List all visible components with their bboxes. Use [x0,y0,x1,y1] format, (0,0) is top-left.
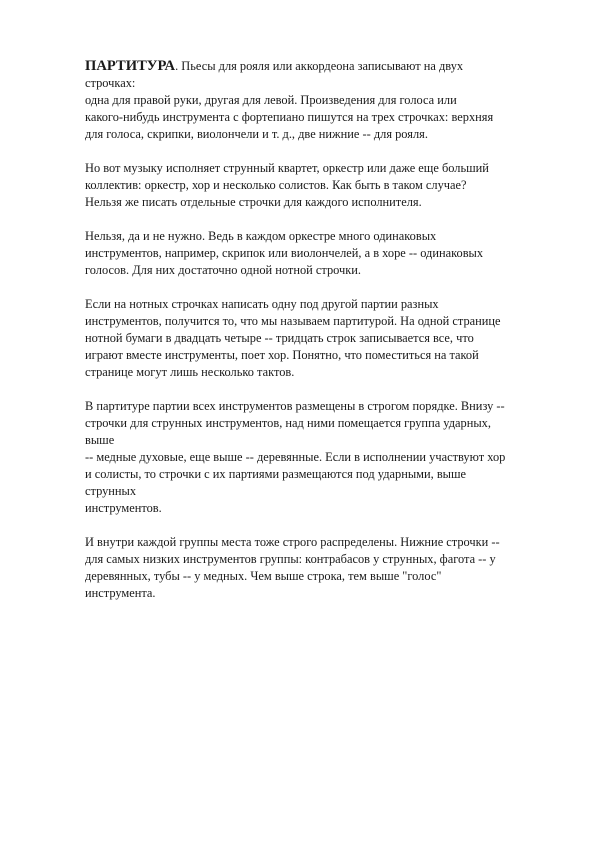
paragraph-line: В партитуре партии всех инструментов размещены в строгом порядке. Внизу -- [85,399,505,413]
paragraph-line: Нельзя же писать отдельные строчки для каждого исполнителя. [85,195,422,209]
paragraph-line: строчках: [85,76,136,90]
paragraph-line: и солисты, то строчки с их партиями размещаются под ударными, выше [85,467,467,481]
line-text: . Пьесы для рояля или аккордеона записывают на двух [175,59,464,73]
paragraph-line: играют вместе инструменты, поет хор. Понятно, что поместиться на такой [85,348,479,362]
paragraph-2 [85,160,545,211]
paragraph-line: одна для правой руки, другая для левой. Произведения для голоса или [85,93,457,107]
paragraph-line: струнных [85,484,137,498]
paragraph-line: инструментов, получится то, что мы называем партитурой. На одной странице [85,314,501,328]
paragraph-line: инструментов, например, скрипок или виолончелей, а в хоре -- одинаковых [85,246,484,260]
document-title: ПАРТИТУРА [85,58,176,74]
paragraph-line: строчки для струнных инструментов, над ними помещается группа ударных, [85,416,491,430]
paragraph-line: инструментов. [85,501,162,515]
paragraph-line: странице могут лишь несколько тактов. [85,365,295,379]
paragraph-line: нотной бумаги в двадцать четыре -- тридцать строк записывается все, что [85,331,474,345]
paragraph-line: Если на нотных строчках написать одну под другой партии разных [85,297,439,311]
paragraph-6 [85,534,545,602]
paragraph-line: для самых низких инструментов группы: контрабасов у струнных, фагота -- у [85,552,496,566]
paragraph-3 [85,228,545,279]
paragraph-line: выше [85,433,115,447]
paragraph-line: деревянных, тубы -- у медных. Чем выше строка, тем выше "голос" [85,569,442,583]
paragraph-line: голосов. Для них достаточно одной нотной строчки. [85,263,361,277]
paragraph-4 [85,296,545,381]
paragraph-line: коллектив: оркестр, хор и несколько солистов. Как быть в таком случае? [85,178,467,192]
paragraph-line: какого-нибудь инструмента с фортепиано пишутся на трех строчках: верхняя [85,110,494,124]
paragraph-line: -- медные духовые, еще выше -- деревянные. Если в исполнении участвуют хор [85,450,506,464]
paragraph-line [85,58,545,75]
paragraph-5 [85,398,545,517]
paragraph-line: И внутри каждой группы места тоже строго распределены. Нижние строчки -- [85,535,500,549]
paragraph-1 [85,58,545,143]
paragraph-line: Но вот музыку исполняет струнный квартет, оркестр или даже еще больший [85,161,489,175]
paragraph-line: инструмента. [85,586,156,600]
paragraph-line: для голоса, скрипки, виолончели и т. д., две нижние -- для рояля. [85,127,428,141]
document-page [85,58,545,619]
paragraph-line: Нельзя, да и не нужно. Ведь в каждом оркестре много одинаковых [85,229,437,243]
